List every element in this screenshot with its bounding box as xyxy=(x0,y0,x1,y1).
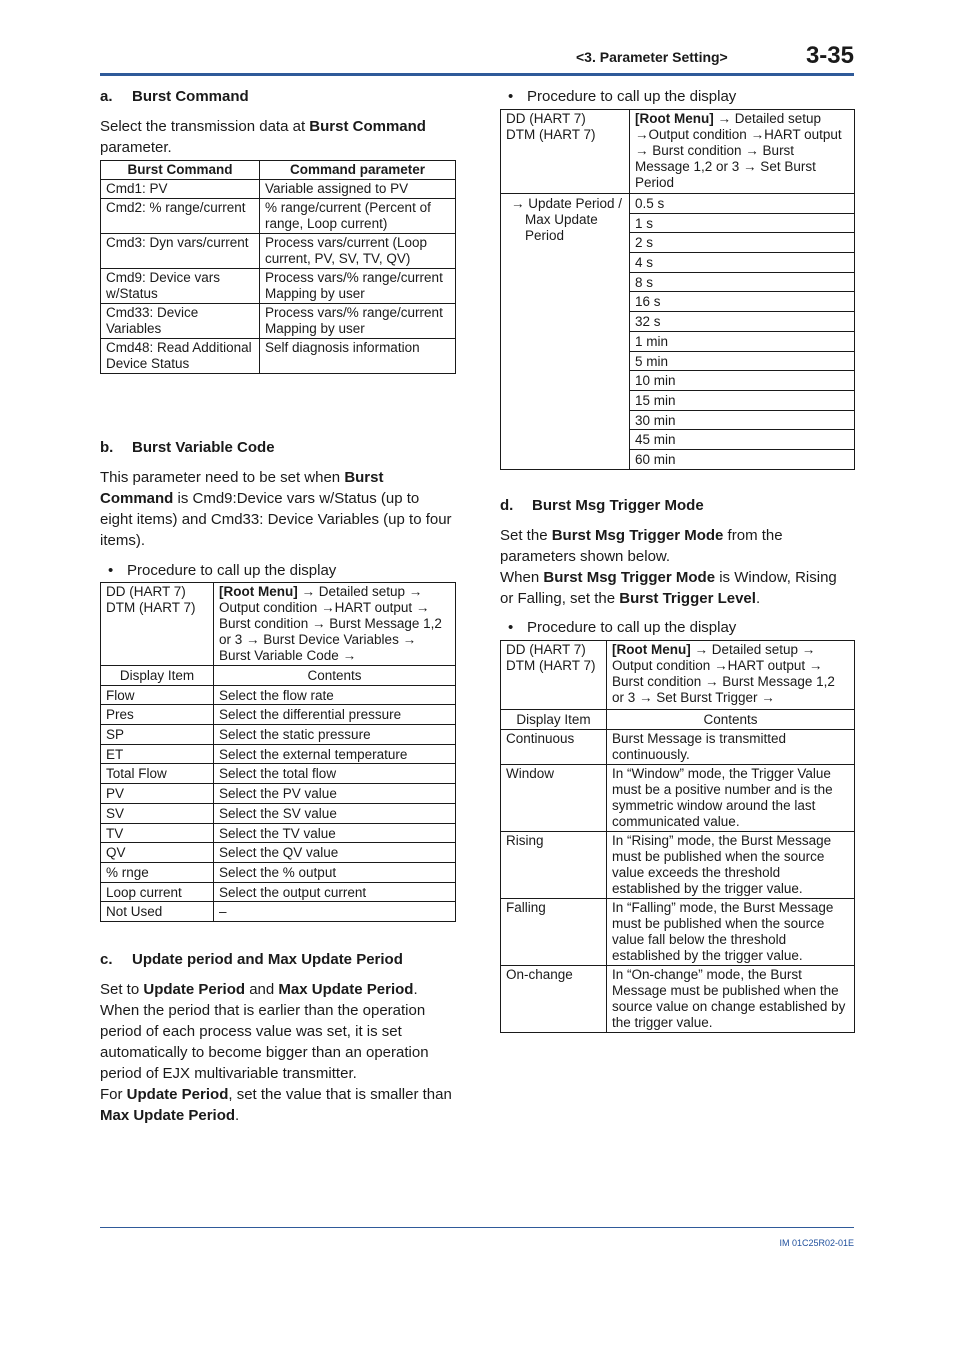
section-b-bullet: • Procedure to call up the display xyxy=(108,562,337,579)
section-d-text: Set the Burst Msg Trigger Mode from the parameters shown below. When Burst Msg Trigger Mode is Window, Rising or Falling, set the Burst Trigger Level. xyxy=(500,527,837,607)
section-c-text: Set to Update Period and Max Update Period. When the period that is earlier than the operation period of each process value was set, it is set automatically to become bigger than an operation period of EJX multivariable transmitter. For Update Period, set the value that is smaller than Max Update Period. xyxy=(100,981,452,1124)
running-header: <3. Parameter Setting> xyxy=(576,49,728,65)
section-a-heading: a. Burst Command xyxy=(100,88,249,105)
burst-variable-code-table xyxy=(100,582,456,922)
section-c-heading: c. Update period and Max Update Period xyxy=(100,951,403,968)
update-period-table xyxy=(500,109,855,470)
period-value: 16 s xyxy=(630,292,855,312)
dd-dtm-label: DD (HART 7) DTM (HART 7) xyxy=(101,583,214,666)
header-display-item: Display Item xyxy=(101,666,214,686)
period-value: 1 min xyxy=(630,331,855,351)
header-command-parameter: Command parameter xyxy=(260,161,456,180)
section-d-bullet: • Procedure to call up the display xyxy=(508,619,737,636)
page-number: 3-35 xyxy=(805,42,854,69)
table-row: TV Select the TV value xyxy=(101,823,456,843)
dd-dtm-label: DD (HART 7) DTM (HART 7) xyxy=(501,110,630,194)
section-b-text: This parameter need to be set when Burst Command is Cmd9:Device vars w/Status (up to eight items) and Cmd33: Device Variables (up to four items). xyxy=(100,469,452,549)
update-period-label: → Update Period / Max Update Period xyxy=(501,194,630,470)
period-value: 60 min xyxy=(630,449,855,469)
menu-path: [Root Menu] → Detailed setup → Output condition →HART output → Burst condition → Burst Message 1,2 or 3 → Burst Device Variables → Burst Variable Code → xyxy=(214,583,456,666)
burst-command-table xyxy=(100,160,456,374)
table-row: Not Used – xyxy=(101,902,456,922)
header-contents: Contents xyxy=(607,710,855,730)
period-value: 10 min xyxy=(630,371,855,391)
period-value: 4 s xyxy=(630,253,855,273)
period-value: 15 min xyxy=(630,390,855,410)
period-value: 0.5 s xyxy=(630,194,855,214)
dd-dtm-label: DD (HART 7) DTM (HART 7) xyxy=(501,641,607,710)
period-value: 32 s xyxy=(630,312,855,332)
period-value: 2 s xyxy=(630,233,855,253)
header-rule xyxy=(100,73,854,76)
menu-path: [Root Menu] → Detailed setup →Output condition →HART output → Burst condition → Burst Message 1,2 or 3 → Set Burst Period xyxy=(630,110,855,194)
header-display-item: Display Item xyxy=(501,710,607,730)
burst-trigger-mode-table xyxy=(500,640,855,1033)
table-row: ET Select the external temperature xyxy=(101,744,456,764)
table-row: Total Flow Select the total flow xyxy=(101,764,456,784)
footer-rule xyxy=(100,1227,854,1228)
period-value: 30 min xyxy=(630,410,855,430)
table-row: Continuous Burst Message is transmitted continuously. xyxy=(501,729,855,764)
table-row: Rising In “Rising” mode, the Burst Message must be published when the source value exceeds the threshold established by the trigger value. xyxy=(501,831,855,898)
period-value: 1 s xyxy=(630,213,855,233)
menu-path: [Root Menu] → Detailed setup → Output condition →HART output → Burst condition → Burst Message 1,2 or 3 → Set Burst Trigger → xyxy=(607,641,855,710)
period-value: 8 s xyxy=(630,272,855,292)
table-row: PV Select the PV value xyxy=(101,784,456,804)
table-row: Cmd48: Read Additional Device Status Self diagnosis information xyxy=(101,339,456,374)
table-row: SP Select the static pressure xyxy=(101,725,456,745)
table-row: SV Select the SV value xyxy=(101,803,456,823)
table-row: Window In “Window” mode, the Trigger Value must be a positive number and is the symmetric window around the last communicated value. xyxy=(501,764,855,831)
table-row: Cmd33: Device Variables Process vars/% range/current Mapping by user xyxy=(101,304,456,339)
table-row: Cmd2: % range/current % range/current (Percent of range, Loop current) xyxy=(101,199,456,234)
document-id: IM 01C25R02-01E xyxy=(779,1238,854,1248)
section-c-bullet: • Procedure to call up the display xyxy=(508,88,737,105)
period-value: 5 min xyxy=(630,351,855,371)
table-row: Cmd9: Device vars w/Status Process vars/% range/current Mapping by user xyxy=(101,269,456,304)
period-value: 45 min xyxy=(630,430,855,450)
table-row: Loop current Select the output current xyxy=(101,882,456,902)
section-b-heading: b. Burst Variable Code xyxy=(100,439,275,456)
header-contents: Contents xyxy=(214,666,456,686)
table-row: % rnge Select the % output xyxy=(101,862,456,882)
table-row: On-change In “On-change” mode, the Burst Message must be published when the source value on change established by the trigger value. xyxy=(501,965,855,1032)
table-row: Cmd3: Dyn vars/current Process vars/current (Loop current, PV, SV, TV, QV) xyxy=(101,234,456,269)
section-d-heading: d. Burst Msg Trigger Mode xyxy=(500,497,704,514)
section-a-intro: Select the transmission data at Burst Command parameter. xyxy=(100,118,426,156)
table-row: Flow Select the flow rate xyxy=(101,685,456,705)
header-burst-command: Burst Command xyxy=(101,161,260,180)
table-row: QV Select the QV value xyxy=(101,843,456,863)
table-row: Pres Select the differential pressure xyxy=(101,705,456,725)
table-row: Cmd1: PV Variable assigned to PV xyxy=(101,180,456,199)
table-row: Falling In “Falling” mode, the Burst Message must be published when the source value fall below the threshold established by the trigger value. xyxy=(501,898,855,965)
